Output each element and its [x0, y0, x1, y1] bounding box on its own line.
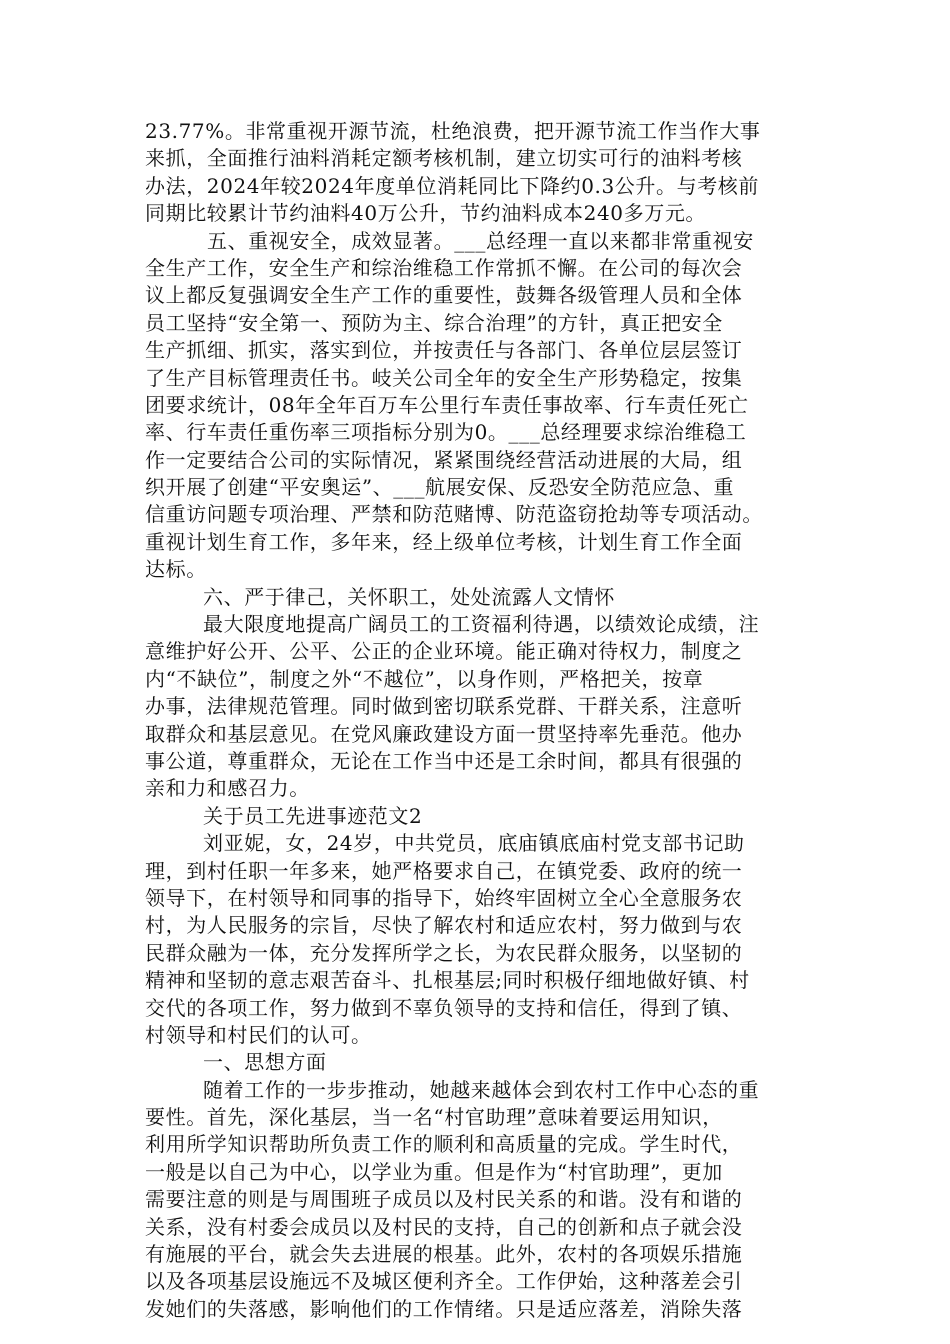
text-line: 来抓，全面推行油料消耗定额考核机制，建立切实可行的油料考核: [145, 146, 743, 171]
text-line: 生产抓细、抓实，落实到位，并按责任与各部门、各单位层层签订: [145, 338, 743, 363]
text-line: 民群众融为一体，充分发挥所学之长，为农民群众服务，以坚韧的: [145, 940, 743, 965]
text-line: 精神和坚韧的意志艰苦奋斗、扎根基层;同时积极仔细地做好镇、村: [145, 968, 750, 993]
text-line: 亲和力和感召力。: [145, 776, 310, 801]
text-line: 了生产目标管理责任书。岐关公司全年的安全生产形势稳定，按集: [145, 365, 743, 390]
text-line: 理，到村任职一年多来，她严格要求自己，在镇党委、政府的统一: [145, 858, 743, 883]
text-line: 率、行车责任重伤率三项指标分别为0。___总经理要求综治维稳工: [145, 420, 747, 445]
text-line: 达标。: [145, 557, 207, 582]
paragraph-first-line: 最大限度地提高广阔员工的工资福利待遇，以绩效论成绩，注: [203, 612, 760, 637]
text-line: 要性。首先，深化基层，当一名“村官助理”意味着要运用知识，: [145, 1105, 723, 1130]
text-line: 同期比较累计节约油料40万公升，节约油料成本240多万元。: [145, 201, 707, 226]
section-heading-line: 五、重视安全，成效显著。___总经理一直以来都非常重视安: [207, 228, 754, 253]
document-body: [145, 118, 825, 1323]
section-heading: 六、严于律己，关怀职工，处处流露人文情怀: [203, 584, 615, 609]
text-line: 发她们的失落感，影响他们的工作情绪。只是适应落差，消除失落: [145, 1296, 743, 1321]
text-line: 取群众和基层意见。在党风廉政建设方面一贯坚持率先垂范。他办: [145, 721, 743, 746]
text-line: 团要求统计，08年全年百万车公里行车责任事故率、行车责任死亡: [145, 392, 749, 417]
text-line: 作一定要结合公司的实际情况，紧紧围绕经营活动进展的大局，组: [145, 447, 743, 472]
text-line: 办事，法律规范管理。同时做到密切联系党群、干群关系，注意听: [145, 694, 743, 719]
article-title: 关于员工先进事迹范文2: [203, 803, 423, 828]
text-line: 以及各项基层设施远不及城区便利齐全。工作伊始，这种落差会引: [145, 1269, 743, 1294]
text-line: 议上都反复强调安全生产工作的重要性，鼓舞各级管理人员和全体: [145, 283, 743, 308]
text-line: 交代的各项工作，努力做到不辜负领导的支持和信任，得到了镇、: [145, 995, 743, 1020]
text-line: 一般是以自己为中心，以学业为重。但是作为“村官助理”，更加: [145, 1159, 723, 1184]
text-line: 村领导和村民们的认可。: [145, 1022, 372, 1047]
text-line: 重视计划生育工作，多年来，经上级单位考核，计划生育工作全面: [145, 529, 743, 554]
text-line: 意维护好公开、公平、公正的企业环境。能正确对待权力，制度之: [145, 639, 743, 664]
text-line: 信重访问题专项治理、严禁和防范赌博、防范盗窃抢劫等专项活动。: [145, 502, 763, 527]
paragraph-first-line: 随着工作的一步步推动，她越来越体会到农村工作中心态的重: [203, 1077, 760, 1102]
text-line: 利用所学知识帮助所负责工作的顺利和高质量的完成。学生时代，: [145, 1132, 743, 1157]
section-heading: 一、思想方面: [203, 1050, 327, 1075]
paragraph-first-line: 刘亚妮，女，24岁，中共党员，底庙镇底庙村党支部书记助: [203, 831, 745, 856]
text-line: 领导下，在村领导和同事的指导下，始终牢固树立全心全意服务农: [145, 885, 743, 910]
text-line: 村，为人民服务的宗旨，尽快了解农村和适应农村，努力做到与农: [145, 913, 743, 938]
text-line: 关系，没有村委会成员以及村民的支持，自己的创新和点子就会没: [145, 1214, 743, 1239]
text-line: 23.77%。非常重视开源节流，杜绝浪费，把开源节流工作当作大事: [145, 119, 761, 143]
text-line: 织开展了创建“平安奥运”、___航展安保、反恐安全防范应急、重: [145, 475, 735, 500]
text-line: 员工坚持“安全第一、预防为主、综合治理”的方针，真正把安全: [145, 310, 723, 335]
text-line: 有施展的平台，就会失去进展的根基。此外，农村的各项娱乐措施: [145, 1242, 743, 1267]
text-line: 需要注意的则是与周围班子成员以及村民关系的和谐。没有和谐的: [145, 1187, 743, 1212]
text-line: 事公道，尊重群众，无论在工作当中还是工余时间，都具有很强的: [145, 748, 743, 773]
text-line: 全生产工作，安全生产和综治维稳工作常抓不懈。在公司的每次会: [145, 255, 743, 280]
text-line: 办法，2024年较2024年度单位消耗同比下降约0.3公升。与考核前: [145, 173, 760, 198]
text-line: 内“不缺位”，制度之外“不越位”，以身作则，严格把关，按章: [145, 666, 704, 691]
